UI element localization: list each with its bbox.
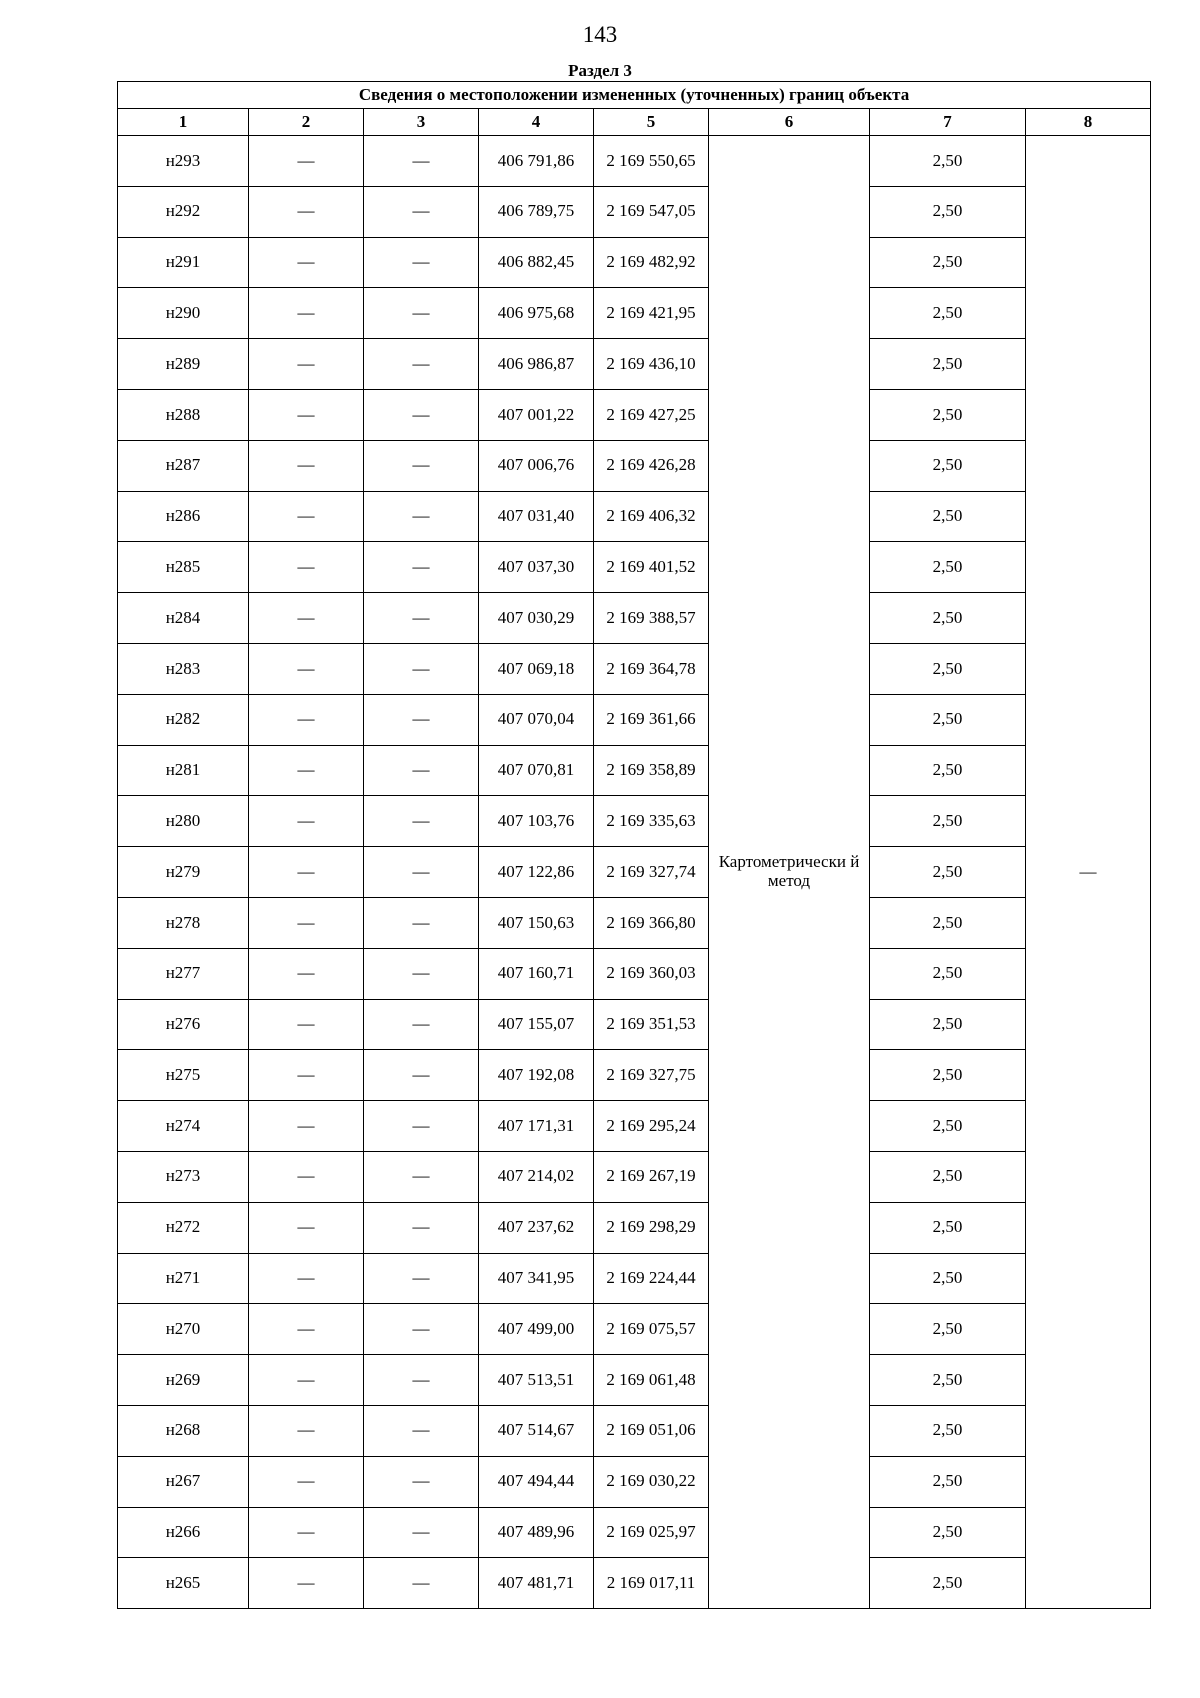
table-row bbox=[118, 1253, 1151, 1304]
column-2-cell: — bbox=[249, 288, 364, 339]
table-row bbox=[118, 339, 1151, 390]
column-2-cell: — bbox=[249, 999, 364, 1050]
y-coordinate-cell: 2 169 351,53 bbox=[594, 999, 709, 1050]
point-name-cell: н292 bbox=[118, 186, 249, 237]
column-2-cell: — bbox=[249, 1355, 364, 1406]
x-coordinate-cell: 407 155,07 bbox=[479, 999, 594, 1050]
column-2-cell: — bbox=[249, 237, 364, 288]
point-name-cell: н273 bbox=[118, 1151, 249, 1202]
y-coordinate-cell: 2 169 388,57 bbox=[594, 593, 709, 644]
x-coordinate-cell: 406 975,68 bbox=[479, 288, 594, 339]
column-3-cell: — bbox=[364, 1405, 479, 1456]
accuracy-cell: 2,50 bbox=[870, 440, 1026, 491]
y-coordinate-cell: 2 169 547,05 bbox=[594, 186, 709, 237]
accuracy-cell: 2,50 bbox=[870, 593, 1026, 644]
x-coordinate-cell: 407 070,81 bbox=[479, 745, 594, 796]
y-coordinate-cell: 2 169 051,06 bbox=[594, 1405, 709, 1456]
point-name-cell: н282 bbox=[118, 694, 249, 745]
point-name-cell: н286 bbox=[118, 491, 249, 542]
column-2-cell: — bbox=[249, 1253, 364, 1304]
x-coordinate-cell: 406 882,45 bbox=[479, 237, 594, 288]
table-row bbox=[118, 847, 1151, 898]
accuracy-cell: 2,50 bbox=[870, 1050, 1026, 1101]
point-name-cell: н270 bbox=[118, 1304, 249, 1355]
column-2-cell: — bbox=[249, 542, 364, 593]
table-row bbox=[118, 1202, 1151, 1253]
accuracy-cell: 2,50 bbox=[870, 491, 1026, 542]
accuracy-cell: 2,50 bbox=[870, 542, 1026, 593]
y-coordinate-cell: 2 169 327,74 bbox=[594, 847, 709, 898]
y-coordinate-cell: 2 169 224,44 bbox=[594, 1253, 709, 1304]
x-coordinate-cell: 407 070,04 bbox=[479, 694, 594, 745]
table-row bbox=[118, 491, 1151, 542]
column-2-cell: — bbox=[249, 186, 364, 237]
accuracy-cell: 2,50 bbox=[870, 339, 1026, 390]
column-2-cell: — bbox=[249, 1456, 364, 1507]
table-row bbox=[118, 796, 1151, 847]
column-3-cell: — bbox=[364, 1101, 479, 1152]
y-coordinate-cell: 2 169 075,57 bbox=[594, 1304, 709, 1355]
column-3-cell: — bbox=[364, 745, 479, 796]
x-coordinate-cell: 407 214,02 bbox=[479, 1151, 594, 1202]
accuracy-cell: 2,50 bbox=[870, 136, 1026, 187]
point-name-cell: н274 bbox=[118, 1101, 249, 1152]
x-coordinate-cell: 406 789,75 bbox=[479, 186, 594, 237]
y-coordinate-cell: 2 169 550,65 bbox=[594, 136, 709, 187]
point-name-cell: н284 bbox=[118, 593, 249, 644]
point-name-cell: н287 bbox=[118, 440, 249, 491]
accuracy-cell: 2,50 bbox=[870, 796, 1026, 847]
column-2-cell: — bbox=[249, 1558, 364, 1609]
table-row bbox=[118, 593, 1151, 644]
column-3-cell: — bbox=[364, 1202, 479, 1253]
column-2-cell: — bbox=[249, 897, 364, 948]
accuracy-cell: 2,50 bbox=[870, 1101, 1026, 1152]
column-3-cell: — bbox=[364, 1456, 479, 1507]
x-coordinate-cell: 407 489,96 bbox=[479, 1507, 594, 1558]
column-8-cell: — bbox=[1026, 136, 1151, 1609]
point-name-cell: н275 bbox=[118, 1050, 249, 1101]
y-coordinate-cell: 2 169 295,24 bbox=[594, 1101, 709, 1152]
point-name-cell: н265 bbox=[118, 1558, 249, 1609]
accuracy-cell: 2,50 bbox=[870, 847, 1026, 898]
column-3-cell: — bbox=[364, 237, 479, 288]
table-row bbox=[118, 1456, 1151, 1507]
y-coordinate-cell: 2 169 267,19 bbox=[594, 1151, 709, 1202]
y-coordinate-cell: 2 169 421,95 bbox=[594, 288, 709, 339]
table-row bbox=[118, 389, 1151, 440]
column-3-cell: — bbox=[364, 1050, 479, 1101]
column-2-cell: — bbox=[249, 491, 364, 542]
column-2-cell: — bbox=[249, 1304, 364, 1355]
accuracy-cell: 2,50 bbox=[870, 1202, 1026, 1253]
column-3-cell: — bbox=[364, 796, 479, 847]
table-row bbox=[118, 136, 1151, 187]
x-coordinate-cell: 407 069,18 bbox=[479, 643, 594, 694]
section-title: Раздел 3 bbox=[568, 61, 632, 80]
column-2-cell: — bbox=[249, 339, 364, 390]
x-coordinate-cell: 407 494,44 bbox=[479, 1456, 594, 1507]
column-number: 2 bbox=[249, 109, 364, 136]
point-name-cell: н278 bbox=[118, 897, 249, 948]
table-row bbox=[118, 440, 1151, 491]
y-coordinate-cell: 2 169 025,97 bbox=[594, 1507, 709, 1558]
x-coordinate-cell: 407 006,76 bbox=[479, 440, 594, 491]
column-3-cell: — bbox=[364, 1151, 479, 1202]
table-caption: Сведения о местоположении измененных (уточненных) границ объекта bbox=[118, 82, 1151, 109]
column-2-cell: — bbox=[249, 389, 364, 440]
point-name-cell: н279 bbox=[118, 847, 249, 898]
y-coordinate-cell: 2 169 406,32 bbox=[594, 491, 709, 542]
point-name-cell: н289 bbox=[118, 339, 249, 390]
column-3-cell: — bbox=[364, 288, 479, 339]
table-row bbox=[118, 745, 1151, 796]
y-coordinate-cell: 2 169 401,52 bbox=[594, 542, 709, 593]
y-coordinate-cell: 2 169 030,22 bbox=[594, 1456, 709, 1507]
column-3-cell: — bbox=[364, 1507, 479, 1558]
x-coordinate-cell: 407 514,67 bbox=[479, 1405, 594, 1456]
table-row bbox=[118, 1507, 1151, 1558]
accuracy-cell: 2,50 bbox=[870, 643, 1026, 694]
point-name-cell: н290 bbox=[118, 288, 249, 339]
column-3-cell: — bbox=[364, 593, 479, 644]
x-coordinate-cell: 407 481,71 bbox=[479, 1558, 594, 1609]
y-coordinate-cell: 2 169 482,92 bbox=[594, 237, 709, 288]
column-2-cell: — bbox=[249, 593, 364, 644]
y-coordinate-cell: 2 169 364,78 bbox=[594, 643, 709, 694]
y-coordinate-cell: 2 169 426,28 bbox=[594, 440, 709, 491]
column-2-cell: — bbox=[249, 1507, 364, 1558]
column-number: 4 bbox=[479, 109, 594, 136]
column-3-cell: — bbox=[364, 542, 479, 593]
accuracy-cell: 2,50 bbox=[870, 1151, 1026, 1202]
method-cell: Картометрически й метод bbox=[709, 136, 870, 1609]
column-2-cell: — bbox=[249, 440, 364, 491]
accuracy-cell: 2,50 bbox=[870, 1405, 1026, 1456]
point-name-cell: н277 bbox=[118, 948, 249, 999]
column-3-cell: — bbox=[364, 1304, 479, 1355]
point-name-cell: н267 bbox=[118, 1456, 249, 1507]
y-coordinate-cell: 2 169 298,29 bbox=[594, 1202, 709, 1253]
accuracy-cell: 2,50 bbox=[870, 1304, 1026, 1355]
column-number-row bbox=[118, 109, 1151, 136]
table-row bbox=[118, 694, 1151, 745]
accuracy-cell: 2,50 bbox=[870, 897, 1026, 948]
table-row bbox=[118, 542, 1151, 593]
y-coordinate-cell: 2 169 361,66 bbox=[594, 694, 709, 745]
y-coordinate-cell: 2 169 335,63 bbox=[594, 796, 709, 847]
x-coordinate-cell: 407 001,22 bbox=[479, 389, 594, 440]
x-coordinate-cell: 407 171,31 bbox=[479, 1101, 594, 1152]
y-coordinate-cell: 2 169 427,25 bbox=[594, 389, 709, 440]
column-2-cell: — bbox=[249, 643, 364, 694]
x-coordinate-cell: 407 513,51 bbox=[479, 1355, 594, 1406]
x-coordinate-cell: 406 791,86 bbox=[479, 136, 594, 187]
accuracy-cell: 2,50 bbox=[870, 1558, 1026, 1609]
column-number: 8 bbox=[1026, 109, 1151, 136]
column-number: 1 bbox=[118, 109, 249, 136]
x-coordinate-cell: 407 341,95 bbox=[479, 1253, 594, 1304]
column-3-cell: — bbox=[364, 694, 479, 745]
column-2-cell: — bbox=[249, 1050, 364, 1101]
table-row bbox=[118, 1558, 1151, 1609]
column-2-cell: — bbox=[249, 694, 364, 745]
point-name-cell: н271 bbox=[118, 1253, 249, 1304]
accuracy-cell: 2,50 bbox=[870, 1456, 1026, 1507]
point-name-cell: н288 bbox=[118, 389, 249, 440]
accuracy-cell: 2,50 bbox=[870, 948, 1026, 999]
column-2-cell: — bbox=[249, 1202, 364, 1253]
x-coordinate-cell: 407 499,00 bbox=[479, 1304, 594, 1355]
accuracy-cell: 2,50 bbox=[870, 1507, 1026, 1558]
column-3-cell: — bbox=[364, 847, 479, 898]
column-2-cell: — bbox=[249, 136, 364, 187]
x-coordinate-cell: 407 031,40 bbox=[479, 491, 594, 542]
point-name-cell: н266 bbox=[118, 1507, 249, 1558]
column-number: 3 bbox=[364, 109, 479, 136]
accuracy-cell: 2,50 bbox=[870, 389, 1026, 440]
y-coordinate-cell: 2 169 327,75 bbox=[594, 1050, 709, 1101]
y-coordinate-cell: 2 169 436,10 bbox=[594, 339, 709, 390]
accuracy-cell: 2,50 bbox=[870, 1253, 1026, 1304]
table-row bbox=[118, 1304, 1151, 1355]
y-coordinate-cell: 2 169 061,48 bbox=[594, 1355, 709, 1406]
point-name-cell: н283 bbox=[118, 643, 249, 694]
point-name-cell: н293 bbox=[118, 136, 249, 187]
column-3-cell: — bbox=[364, 948, 479, 999]
point-name-cell: н280 bbox=[118, 796, 249, 847]
x-coordinate-cell: 407 037,30 bbox=[479, 542, 594, 593]
column-2-cell: — bbox=[249, 745, 364, 796]
column-2-cell: — bbox=[249, 1405, 364, 1456]
table-row bbox=[118, 1151, 1151, 1202]
table-row bbox=[118, 897, 1151, 948]
column-3-cell: — bbox=[364, 389, 479, 440]
point-name-cell: н276 bbox=[118, 999, 249, 1050]
column-number: 7 bbox=[870, 109, 1026, 136]
point-name-cell: н269 bbox=[118, 1355, 249, 1406]
y-coordinate-cell: 2 169 017,11 bbox=[594, 1558, 709, 1609]
column-3-cell: — bbox=[364, 339, 479, 390]
accuracy-cell: 2,50 bbox=[870, 288, 1026, 339]
point-name-cell: н272 bbox=[118, 1202, 249, 1253]
point-name-cell: н268 bbox=[118, 1405, 249, 1456]
column-3-cell: — bbox=[364, 186, 479, 237]
y-coordinate-cell: 2 169 360,03 bbox=[594, 948, 709, 999]
column-3-cell: — bbox=[364, 136, 479, 187]
x-coordinate-cell: 407 122,86 bbox=[479, 847, 594, 898]
accuracy-cell: 2,50 bbox=[870, 186, 1026, 237]
table-row bbox=[118, 1405, 1151, 1456]
column-3-cell: — bbox=[364, 1253, 479, 1304]
accuracy-cell: 2,50 bbox=[870, 1355, 1026, 1406]
y-coordinate-cell: 2 169 366,80 bbox=[594, 897, 709, 948]
column-3-cell: — bbox=[364, 1558, 479, 1609]
x-coordinate-cell: 407 150,63 bbox=[479, 897, 594, 948]
column-2-cell: — bbox=[249, 1101, 364, 1152]
x-coordinate-cell: 407 192,08 bbox=[479, 1050, 594, 1101]
table-row bbox=[118, 1050, 1151, 1101]
page-number: 143 bbox=[582, 22, 618, 47]
accuracy-cell: 2,50 bbox=[870, 745, 1026, 796]
column-number: 6 bbox=[709, 109, 870, 136]
table-row bbox=[118, 1355, 1151, 1406]
x-coordinate-cell: 407 160,71 bbox=[479, 948, 594, 999]
column-3-cell: — bbox=[364, 440, 479, 491]
table-row bbox=[118, 288, 1151, 339]
table-row bbox=[118, 643, 1151, 694]
column-3-cell: — bbox=[364, 999, 479, 1050]
column-3-cell: — bbox=[364, 491, 479, 542]
column-3-cell: — bbox=[364, 1355, 479, 1406]
column-2-cell: — bbox=[249, 796, 364, 847]
accuracy-cell: 2,50 bbox=[870, 237, 1026, 288]
accuracy-cell: 2,50 bbox=[870, 694, 1026, 745]
column-2-cell: — bbox=[249, 1151, 364, 1202]
point-name-cell: н285 bbox=[118, 542, 249, 593]
table-row bbox=[118, 186, 1151, 237]
column-2-cell: — bbox=[249, 948, 364, 999]
table-row bbox=[118, 999, 1151, 1050]
y-coordinate-cell: 2 169 358,89 bbox=[594, 745, 709, 796]
table-row bbox=[118, 237, 1151, 288]
table-row bbox=[118, 948, 1151, 999]
table-caption-row bbox=[118, 82, 1151, 109]
x-coordinate-cell: 407 103,76 bbox=[479, 796, 594, 847]
x-coordinate-cell: 407 237,62 bbox=[479, 1202, 594, 1253]
x-coordinate-cell: 406 986,87 bbox=[479, 339, 594, 390]
table-row bbox=[118, 1101, 1151, 1152]
boundary-coordinates-table bbox=[117, 81, 1151, 1609]
point-name-cell: н281 bbox=[118, 745, 249, 796]
x-coordinate-cell: 407 030,29 bbox=[479, 593, 594, 644]
column-3-cell: — bbox=[364, 643, 479, 694]
accuracy-cell: 2,50 bbox=[870, 999, 1026, 1050]
point-name-cell: н291 bbox=[118, 237, 249, 288]
column-2-cell: — bbox=[249, 847, 364, 898]
column-number: 5 bbox=[594, 109, 709, 136]
column-3-cell: — bbox=[364, 897, 479, 948]
